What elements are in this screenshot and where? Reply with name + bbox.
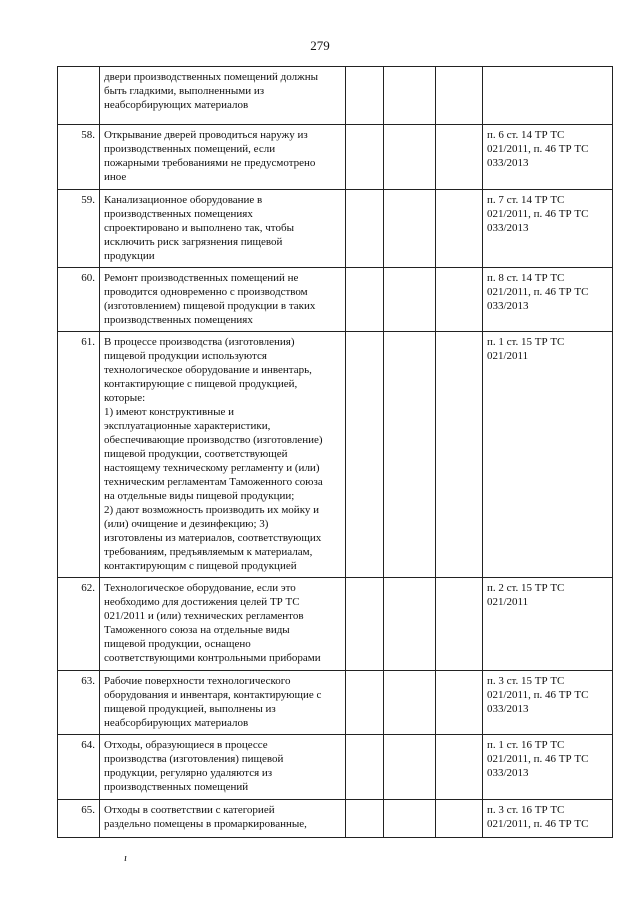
row-number: 59. — [58, 190, 100, 268]
row-number: 62. — [58, 578, 100, 671]
empty-cell — [436, 125, 483, 190]
regulation-reference: п. 3 ст. 15 ТР ТС 021/2011, п. 46 ТР ТС 033/2013 — [483, 671, 613, 735]
requirement-text: Открывание дверей проводиться наружу из производственных помещений, если пожарными требованиями не предусмотрено иное — [100, 125, 346, 190]
empty-cell — [436, 190, 483, 268]
requirement-text: двери производственных помещений должны быть гладкими, выполненными из неабсорбирующих материалов — [100, 67, 346, 125]
requirement-text: Отходы в соответствии с категорией раздельно помещены в промаркированные, — [100, 800, 346, 838]
row-number: 61. — [58, 332, 100, 578]
regulation-reference: п. 2 ст. 15 ТР ТС 021/2011 — [483, 578, 613, 671]
row-number: 64. — [58, 735, 100, 800]
table-row — [58, 800, 613, 838]
requirement-text: Ремонт производственных помещений не проводится одновременно с производством (изготовлением) пищевой продукции в таких производственных помещениях — [100, 268, 346, 332]
table-row — [58, 578, 613, 671]
empty-cell — [346, 190, 384, 268]
table-row — [58, 67, 613, 125]
row-number: 65. — [58, 800, 100, 838]
empty-cell — [384, 268, 436, 332]
regulation-reference: п. 7 ст. 14 ТР ТС 021/2011, п. 46 ТР ТС 033/2013 — [483, 190, 613, 268]
requirements-table — [57, 66, 613, 838]
row-number — [58, 67, 100, 125]
table-row — [58, 268, 613, 332]
table-body — [58, 67, 613, 838]
empty-cell — [346, 578, 384, 671]
empty-cell — [346, 671, 384, 735]
empty-cell — [436, 735, 483, 800]
regulation-reference: п. 3 ст. 16 ТР ТС 021/2011, п. 46 ТР ТС — [483, 800, 613, 838]
table-row — [58, 735, 613, 800]
row-number: 58. — [58, 125, 100, 190]
requirement-text: Технологическое оборудование, если это необходимо для достижения целей ТР ТС 021/2011 и (или) технических регламентов Таможенного союза на отдельные виды пищевой продукции, оснащено соответствующими контрольными приборами — [100, 578, 346, 671]
empty-cell — [436, 671, 483, 735]
empty-cell — [384, 190, 436, 268]
empty-cell — [436, 800, 483, 838]
empty-cell — [384, 332, 436, 578]
page-number: 279 — [310, 38, 330, 53]
empty-cell — [346, 125, 384, 190]
requirement-text: В процессе производства (изготовления) пищевой продукции используются технологическое оборудование и инвентарь, контактирующие с пищевой продукцией, которые: 1) имеют конструктивные и эксплуатационные характеристики, обеспечивающие производство (изготовление) пищевой продукции, соответствующей настоящему техническому регламенту и (или) техническим регламентам Таможенного союза на отдельные виды пищевой продукции; 2) дают возможность производить их мойку и (или) очищение и дезинфекцию; 3) изготовлены из материалов, соответствующих требованиям, предъявляемым к материалам, контактирующим с пищевой продукцией — [100, 332, 346, 578]
regulation-reference — [483, 67, 613, 125]
empty-cell — [384, 67, 436, 125]
empty-cell — [346, 332, 384, 578]
row-number: 63. — [58, 671, 100, 735]
empty-cell — [384, 735, 436, 800]
regulation-reference: п. 1 ст. 15 ТР ТС 021/2011 — [483, 332, 613, 578]
table-row — [58, 125, 613, 190]
empty-cell — [346, 800, 384, 838]
regulation-reference: п. 8 ст. 14 ТР ТС 021/2011, п. 46 ТР ТС 033/2013 — [483, 268, 613, 332]
empty-cell — [346, 67, 384, 125]
empty-cell — [384, 125, 436, 190]
table-row — [58, 190, 613, 268]
empty-cell — [436, 332, 483, 578]
empty-cell — [384, 671, 436, 735]
requirement-text: Рабочие поверхности технологического оборудования и инвентаря, контактирующие с пищевой продукцией, выполнены из неабсорбирующих материалов — [100, 671, 346, 735]
empty-cell — [384, 578, 436, 671]
empty-cell — [436, 268, 483, 332]
stray-pen-mark: ı — [124, 852, 128, 864]
empty-cell — [346, 268, 384, 332]
row-number: 60. — [58, 268, 100, 332]
requirement-text: Канализационное оборудование в производственных помещениях спроектировано и выполнено так, чтобы исключить риск загрязнения пищевой продукции — [100, 190, 346, 268]
empty-cell — [436, 67, 483, 125]
empty-cell — [384, 800, 436, 838]
table-row — [58, 332, 613, 578]
table-row — [58, 671, 613, 735]
requirement-text: Отходы, образующиеся в процессе производства (изготовления) пищевой продукции, регулярно удаляются из производственных помещений — [100, 735, 346, 800]
empty-cell — [346, 735, 384, 800]
regulation-reference: п. 6 ст. 14 ТР ТС 021/2011, п. 46 ТР ТС 033/2013 — [483, 125, 613, 190]
regulation-reference: п. 1 ст. 16 ТР ТС 021/2011, п. 46 ТР ТС 033/2013 — [483, 735, 613, 800]
empty-cell — [436, 578, 483, 671]
